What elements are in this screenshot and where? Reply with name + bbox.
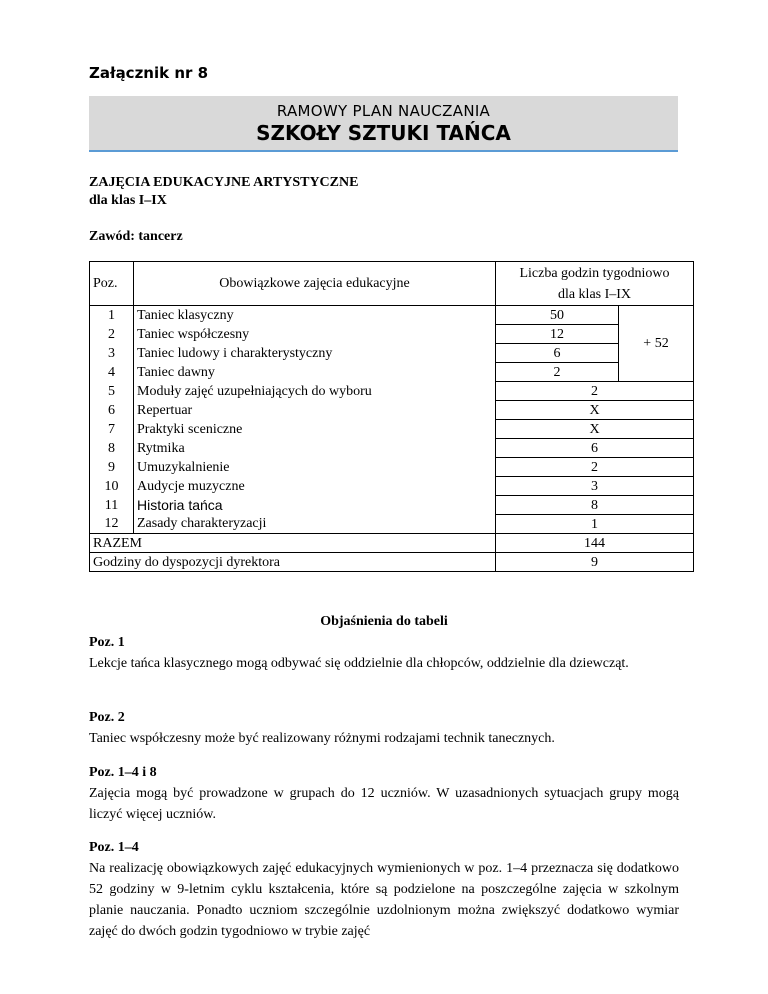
total-value: 144 (496, 534, 694, 553)
section-title: ZAJĘCIA EDUKACYJNE ARTYSTYCZNE (89, 175, 359, 190)
notes-title: Objaśnienia do tabeli (320, 614, 448, 629)
header-hours (496, 262, 694, 306)
total-label: RAZEM (90, 534, 496, 553)
note-heading: Poz. 2 (89, 710, 125, 725)
row-subject: Moduły zajęć uzupełniających do wyboru (134, 382, 496, 401)
row-no: 2 (90, 325, 134, 344)
table-row (90, 382, 694, 401)
note-item (89, 707, 679, 749)
row-hours: 1 (496, 515, 694, 534)
table-row (90, 325, 694, 344)
title-banner (89, 96, 678, 152)
row-subject: Umuzykalnienie (134, 458, 496, 477)
note-item (89, 762, 679, 825)
row-hours: 2 (496, 458, 694, 477)
row-hours: 6 (496, 439, 694, 458)
row-hours: 2 (496, 363, 619, 382)
row-no: 1 (90, 306, 134, 325)
table-row (90, 306, 694, 325)
table-row (90, 477, 694, 496)
table-row (90, 439, 694, 458)
row-subject: Historia tańca (134, 496, 496, 515)
annex-title: Załącznik nr 8 (89, 64, 209, 82)
director-label: Godziny do dyspozycji dyrektora (90, 553, 496, 572)
row-no: 5 (90, 382, 134, 401)
row-hours: X (496, 420, 694, 439)
table-row (90, 420, 694, 439)
row-no: 11 (90, 496, 134, 515)
row-hours: 2 (496, 382, 694, 401)
row-subject: Zasady charakteryzacji (134, 515, 496, 534)
banner-subtitle: RAMOWY PLAN NAUCZANIA (276, 102, 491, 120)
row-subject: Rytmika (134, 439, 496, 458)
row-hours: 12 (496, 325, 619, 344)
note-text: Taniec współczesny może być realizowany różnymi rodzajami technik tanecznych. (89, 731, 555, 746)
extra-hours-cell: + 52 (619, 306, 694, 382)
table-row (90, 458, 694, 477)
banner-title: SZKOŁY SZTUKI TAŃCA (256, 121, 511, 145)
row-subject: Taniec ludowy i charakterystyczny (134, 344, 496, 363)
note-item (89, 837, 679, 942)
table-header-row (90, 262, 694, 306)
row-subject: Taniec dawny (134, 363, 496, 382)
header-no: Poz. (90, 262, 134, 306)
row-hours: X (496, 401, 694, 420)
table-row (90, 496, 694, 515)
note-heading: Poz. 1–4 (89, 840, 139, 855)
table-row (90, 515, 694, 534)
header-hours-line1: Liczba godzin tygodniowo (519, 265, 670, 281)
row-no: 12 (90, 515, 134, 534)
note-heading: Poz. 1 (89, 635, 125, 650)
row-subject: Praktyki sceniczne (134, 420, 496, 439)
row-hours: 50 (496, 306, 619, 325)
note-heading: Poz. 1–4 i 8 (89, 765, 157, 780)
table-row (90, 344, 694, 363)
row-no: 9 (90, 458, 134, 477)
row-no: 10 (90, 477, 134, 496)
row-hours: 3 (496, 477, 694, 496)
row-subject: Taniec współczesny (134, 325, 496, 344)
curriculum-table (89, 261, 694, 572)
row-hours: 8 (496, 496, 694, 515)
header-subject: Obowiązkowe zajęcia edukacyjne (134, 262, 496, 306)
table-row (90, 363, 694, 382)
note-text: Zajęcia mogą być prowadzone w grupach do 12 uczniów. W uzasadnionych sytuacjach grupy mogą liczyć więcej uczniów. (89, 786, 679, 822)
table-row (90, 401, 694, 420)
row-subject: Audycje muzyczne (134, 477, 496, 496)
profession-label: Zawód: tancerz (89, 229, 183, 244)
header-hours-line2: dla klas I–IX (557, 286, 632, 302)
row-hours: 6 (496, 344, 619, 363)
director-row (90, 553, 694, 572)
note-text: Lekcje tańca klasycznego mogą odbywać się oddzielnie dla chłopców, oddzielnie dla dziewcząt. (89, 656, 629, 671)
total-row (90, 534, 694, 553)
note-text: Na realizację obowiązkowych zajęć edukacyjnych wymienionych w poz. 1–4 przeznacza się dodatkowo 52 godziny w 9-letnim cyklu kształcenia, które są podzielone na poszczególne zajęcia w szkolnym planie nauczania. Ponadto uczniom szczególnie uzdolnionym można zwiększyć dodatkowo wymiar zajęć do dwóch godzin tygodniowo w trybie zajęć (89, 861, 679, 939)
row-no: 3 (90, 344, 134, 363)
row-no: 4 (90, 363, 134, 382)
row-no: 8 (90, 439, 134, 458)
row-subject: Taniec klasyczny (134, 306, 496, 325)
note-item (89, 632, 679, 674)
section-subtitle: dla klas I–IX (89, 193, 167, 208)
row-no: 7 (90, 420, 134, 439)
row-no: 6 (90, 401, 134, 420)
director-value: 9 (496, 553, 694, 572)
row-subject: Repertuar (134, 401, 496, 420)
